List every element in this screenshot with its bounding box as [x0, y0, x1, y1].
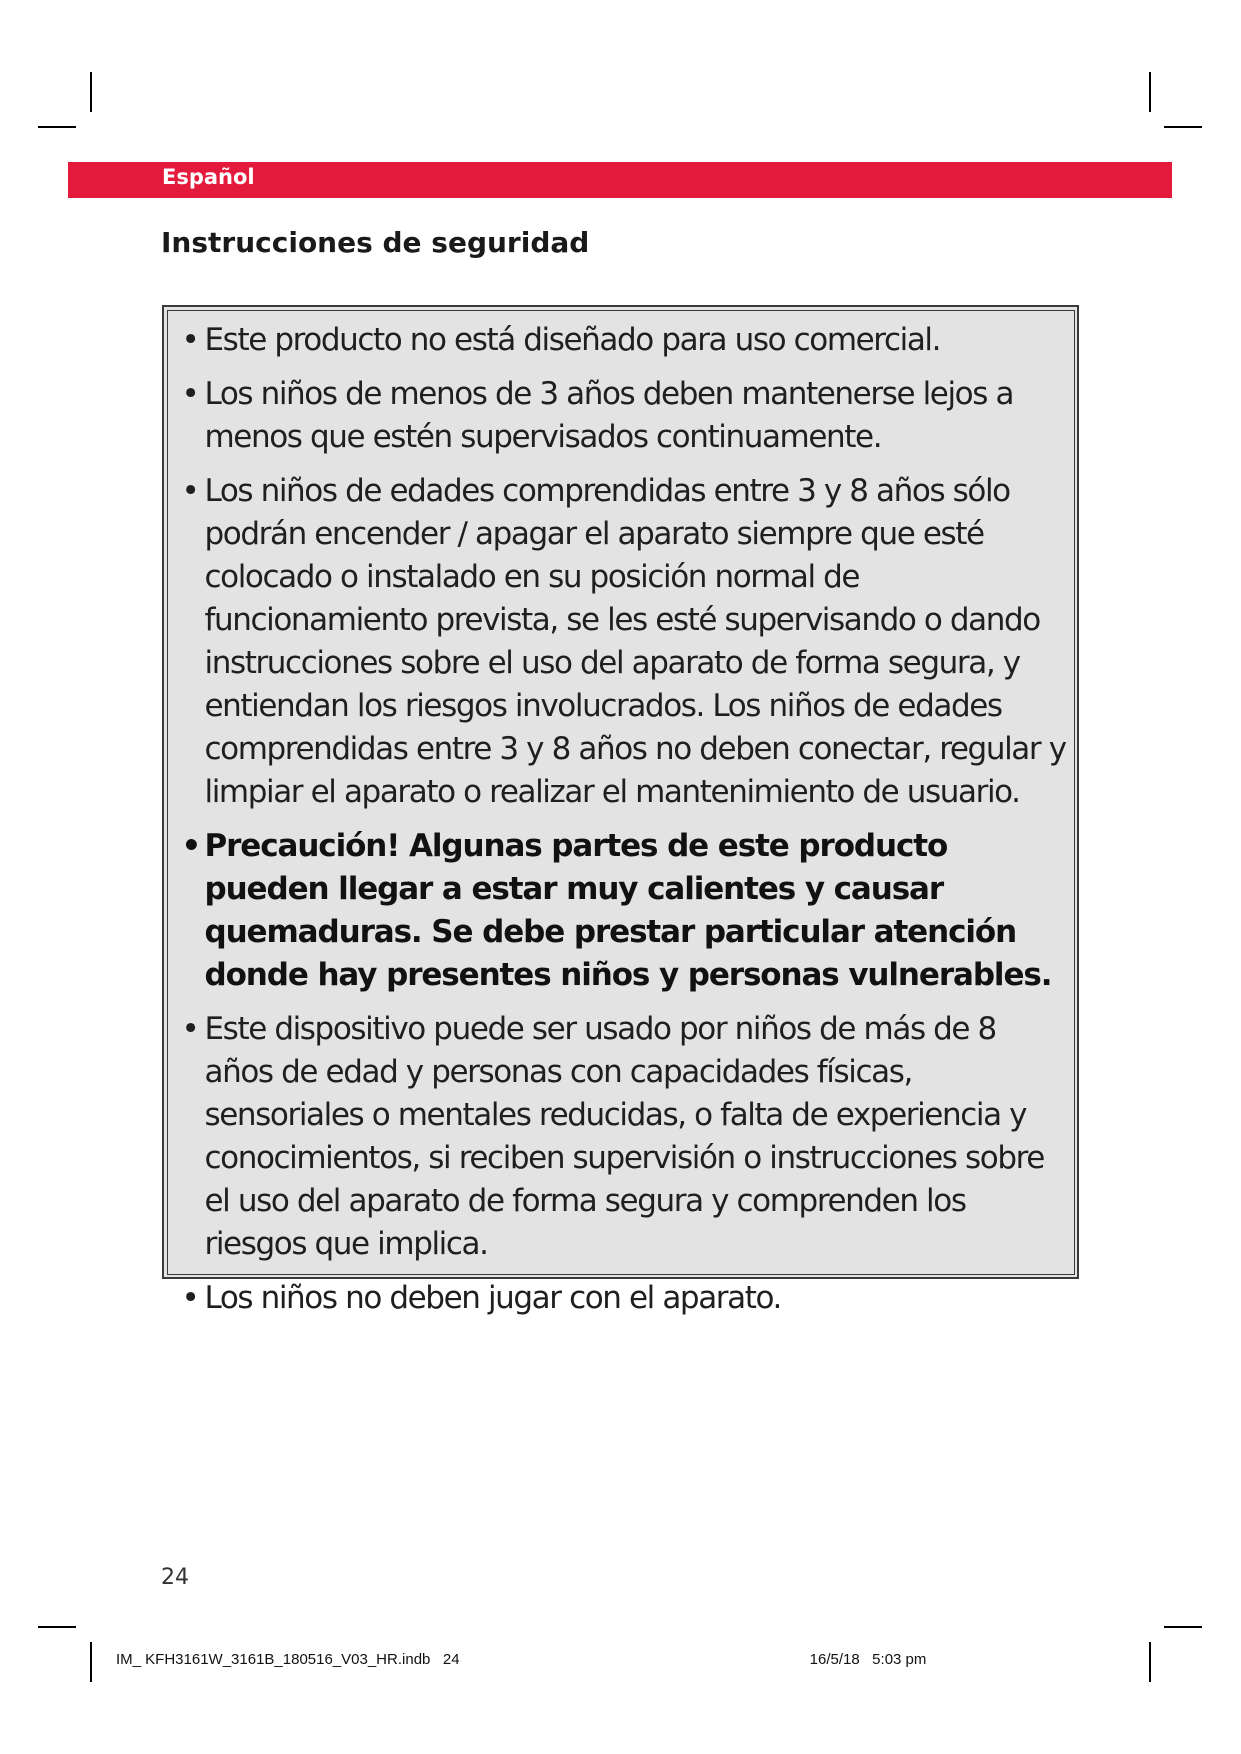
safety-item: • Los niños de menos de 3 años deben mantenerse lejos a menos que estén supervisados continuamente. [182, 373, 1070, 459]
safety-instructions-box [162, 305, 1079, 1316]
crop-mark-bottom-left-horizontal [38, 1626, 76, 1628]
crop-mark-top-right-horizontal [1164, 126, 1202, 128]
language-label: Español [162, 165, 255, 189]
crop-mark-bottom-right-vertical [1149, 1642, 1151, 1682]
safety-list [182, 319, 1070, 1320]
crop-mark-top-left-vertical [90, 72, 92, 112]
safety-item: • Los niños de edades comprendidas entre 3 y 8 años sólo podrán encender / apagar el aparato siempre que esté colocado o instalado en su posición normal de funcionamiento prevista, se les esté supervisando o dando instrucciones sobre el uso del aparato de forma segura, y entiendan los riesgos involucrados. Los niños de edades comprendidas entre 3 y 8 años no deben conectar, regular y limpiar el aparato o realizar el mantenimiento de usuario. [182, 470, 1070, 814]
file-info: IM_ KFH3161W_3161B_180516_V03_HR.indb 24 16/5/18 5:03 pm [116, 1651, 927, 1668]
safety-item: • Este producto no está diseñado para uso comercial. [182, 319, 1070, 362]
section-title: Instrucciones de seguridad [161, 226, 590, 259]
language-bar [68, 162, 1172, 198]
safety-item: • Este dispositivo puede ser usado por niños de más de 8 años de edad y personas con capacidades físicas, sensoriales o mentales reducidas, o falta de experiencia y conocimientos, si reciben supervisión o instrucciones sobre el uso del aparato de forma segura y comprenden los riesgos que implica. [182, 1008, 1070, 1266]
crop-mark-top-right-vertical [1149, 72, 1151, 112]
crop-mark-bottom-left-vertical [90, 1642, 92, 1682]
crop-mark-bottom-right-horizontal [1164, 1626, 1202, 1628]
page-number: 24 [161, 1565, 189, 1590]
safety-instructions-inner [167, 310, 1075, 1316]
crop-mark-top-left-horizontal [38, 126, 76, 128]
safety-item: • Los niños no deben jugar con el aparato. [182, 1277, 1070, 1320]
safety-item-warning: • Precaución! Algunas partes de este producto pueden llegar a estar muy calientes y causar quemaduras. Se debe prestar particular atención donde hay presentes niños y personas vulnerables. [182, 825, 1070, 997]
